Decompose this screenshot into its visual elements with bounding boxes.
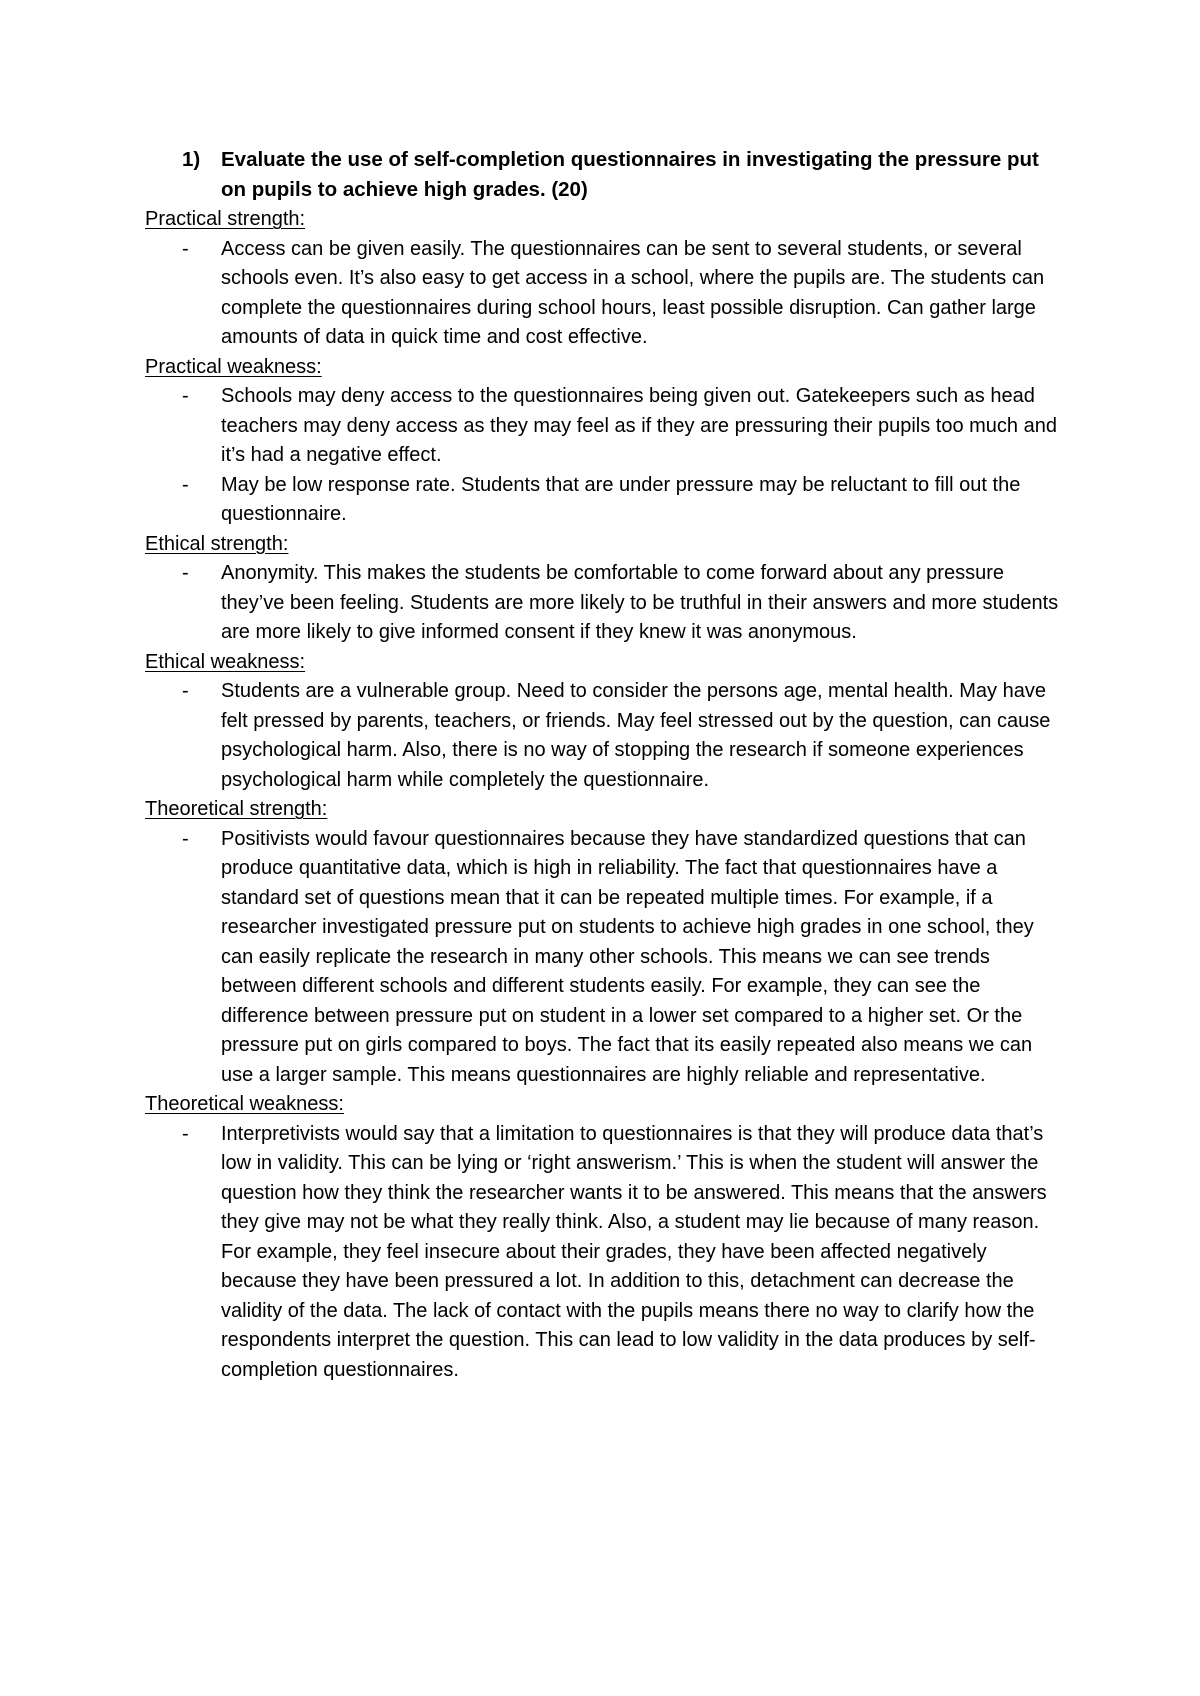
bullet-point [145,825,1065,1091]
section-ethical-strength [145,530,1065,648]
bullet-dash: - [182,680,189,702]
section-heading: Theoretical strength: [145,798,328,820]
bullet-point [145,677,1065,795]
section-practical-strength [145,205,1065,353]
section-heading: Ethical strength: [145,532,289,555]
section-heading: Ethical weakness: [145,650,306,673]
section-ethical-weakness [145,648,1065,796]
section-heading: Theoretical weakness: [145,1093,344,1115]
bullet-text: Students are a vulnerable group. Need to consider the persons age, mental health. May have felt pressed by parents, teachers, or friends. May feel stressed out by the question, can cause psychological harm. Also, there is no way of stopping the research if someone experiences psychological harm while completely the questionnaire. [221,680,1051,791]
question-heading [145,145,1065,205]
question-number: 1) [182,148,201,171]
section-theoretical-weakness [145,1090,1065,1385]
bullet-dash: - [182,473,189,496]
question-text: Evaluate the use of self-completion questionnaires in investigating the pressure put on pupils to achieve high grades. (20) [221,148,1039,201]
section-practical-weakness [145,353,1065,530]
bullet-text: Positivists would favour questionnaires because they have standardized questions that can produce quantitative data, which is high in reliability. The fact that questionnaires have a standard set of questions mean that it can be repeated multiple times. For example, if a researcher investigated pressure put on students to achieve high grades in one school, they can easily replicate the research in many other schools. This means we can see trends between different schools and different students easily. For example, they can see the difference between pressure put on student in a lower set compared to a higher set. Or the pressure put on girls compared to boys. The fact that its easily repeated also means we can use a larger sample. This means questionnaires are highly reliable and representative. [221,827,1034,1086]
bullet-text: May be low response rate. Students that are under pressure may be reluctant to fill out the questionnaire. [221,473,1021,525]
bullet-text: Schools may deny access to the questionnaires being given out. Gatekeepers such as head teachers may deny access as they may feel as if they are pressuring their pupils too much and it’s had a negative effect. [221,385,1057,466]
document-body [145,145,1065,1385]
bullet-dash: - [182,385,189,407]
bullet-dash: - [182,1122,189,1145]
section-heading: Practical strength: [145,208,306,230]
bullet-point [145,471,1065,530]
bullet-dash: - [182,827,189,850]
bullet-text: Interpretivists would say that a limitation to questionnaires is that they will produce data that’s low in validity. This can be lying or ‘right answerism.’ This is when the student will answer the question how they think the researcher wants it to be answered. This means that the answers they give may not be what they really think. Also, a student may lie because of many reason. For example, they feel insecure about their grades, they have been affected negatively because they have been pressured a lot. In addition to this, detachment can decrease the validity of the data. The lack of contact with the pupils means there no way to clarify how the respondents interpret the question. This can lead to low validity in the data produces by self-completion questionnaires. [221,1122,1047,1381]
bullet-dash: - [182,237,189,260]
section-theoretical-strength [145,795,1065,1090]
bullet-point [145,235,1065,353]
bullet-text: Access can be given easily. The questionnaires can be sent to several students, or several schools even. It’s also easy to get access in a school, where the pupils are. The students can complete the questionnaires during school hours, least possible disruption. Can gather large amounts of data in quick time and cost effective. [221,237,1045,348]
bullet-text: Anonymity. This makes the students be comfortable to come forward about any pressure they’ve been feeling. Students are more likely to be truthful in their answers and more students are more likely to give informed consent if they knew it was anonymous. [221,562,1059,643]
bullet-point [145,382,1065,471]
section-heading: Practical weakness: [145,355,322,378]
bullet-point [145,559,1065,648]
bullet-point [145,1120,1065,1386]
bullet-dash: - [182,562,189,584]
